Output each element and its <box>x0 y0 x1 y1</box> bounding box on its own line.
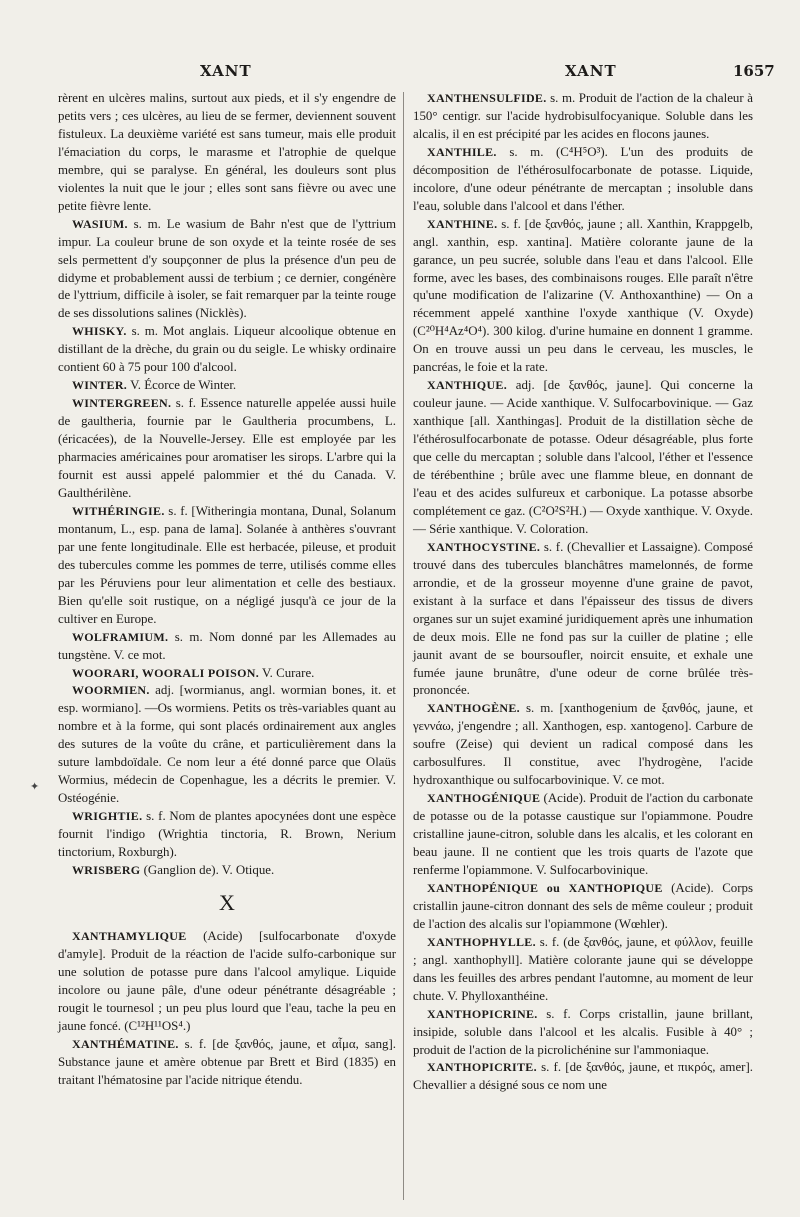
dictionary-entry <box>413 377 753 539</box>
entry-headword: XANTHINE. <box>427 216 498 231</box>
entry-headword: XANTHIQUE. <box>427 378 508 393</box>
dictionary-entry <box>58 323 396 377</box>
left-entries <box>58 90 396 880</box>
left-entries-after <box>58 928 396 1090</box>
entry-definition: s. m. Produit de l'action de la chaleur à 150° centigr. sur l'acide hydrobisulfocyanique. Soluble dans les alcalis, il en est précipité par les acides en flocons jaunes. <box>413 91 753 141</box>
entry-headword: WHISKY. <box>72 324 127 339</box>
entry-definition: s. m. (C⁴H⁵O³). L'un des produits de décomposition de l'éthérosulfocarbonate de potasse. Liquide, incolore, d'une odeur pénétrante de mercaptan ; insoluble dans l'eau, soluble dans l'alcool et dans l'éther. <box>413 144 753 213</box>
entry-definition: V. Écorce de Winter. <box>127 378 237 393</box>
dictionary-entry <box>413 1006 753 1060</box>
entry-headword: WRISBERG <box>72 862 141 877</box>
entry-definition: s. f. (Chevallier et Lassaigne). Composé trouvé dans des tubercules blanchâtres mamelonnés, de forme arrondie, et de la grosseur moyenne d'une graine de pavot, existant à la surface et dans l'épaisseur des tissus de divers organes sur un sujet examiné juridiquement après une inhumation de deux mois. Elle ne fond pas sur la cuiller de platine ; elle jaunit avant de se boursoufler, noircit ensuite, et exhale une fumée jaune brunâtre, d'une odeur de corne brûlée très-prononcée. <box>413 539 753 698</box>
entry-headword: XANTHOGÉNIQUE <box>427 791 541 806</box>
left-column <box>58 90 396 1089</box>
entry-definition: s. m. Mot anglais. Liqueur alcoolique obtenue en distillant de la drèche, du grain ou du seigle. Le whisky ordinaire contient 60 à 75 pour 100 d'alcool. <box>58 324 396 375</box>
entry-definition: rèrent en ulcères malins, surtout aux pieds, et il s'y engendre de petits vers ; ces ulcères, au lieu de se fermer, deviennent souvent fistuleux. La deuxième variété est sans tumeur, mais elle produit l'émaciation du corps, le marasme et l'atrophie de quelque membre, qui se paralyse. En général, les douleurs sont plus violentes la nuit que le jour ; elles sont sans fièvre ou avec une petite fièvre lente. <box>58 91 396 213</box>
dictionary-entry <box>413 90 753 144</box>
right-entries <box>413 90 753 1095</box>
entry-headword: XANTHAMYLIQUE <box>72 928 187 943</box>
dictionary-entry <box>413 880 753 934</box>
entry-headword: WRIGHTIE. <box>72 809 143 824</box>
entry-headword: XANTHOPHYLLE. <box>427 934 536 949</box>
entry-definition: s. f. (de ξανθός, jaune, et φύλλον, feuille ; angl. xanthophyll]. Matière colorante jaune qui se développe dans les feuilles des arbres pendant l'automne, au moment de leur chute. V. Phylloxanthéine. <box>413 934 753 1003</box>
running-head-right: XANT <box>565 62 617 80</box>
entry-headword: WINTERGREEN. <box>72 396 172 411</box>
right-column <box>413 90 753 1095</box>
entry-definition: s. f. Corps cristallin, jaune brillant, insipide, soluble dans l'alcool et les alcalis. Fusible à 40° ; produit de l'action de la picrolichénine sur l'ammoniaque. <box>413 1006 753 1057</box>
entry-headword: WASIUM. <box>72 216 128 231</box>
dictionary-entry <box>58 682 396 808</box>
entry-definition: (Acide). Corps cristallin jaune-citron donnant des sels de même couleur ; produit de l'action des alcalis sur l'opiammone (Wœhler). <box>413 880 753 931</box>
entry-headword: WINTER. <box>72 378 128 393</box>
entry-headword: XANTHENSULFIDE. <box>427 91 547 105</box>
dictionary-entry <box>413 790 753 880</box>
entry-definition: s. m. [xanthogenium de ξανθός, jaune, et γεννάω, j'engendre ; all. Xanthogen, esp. xantogeno]. Carbure de soufre (Zeise) qui devient un radical composé dans les carbosulfures. Il constitue, avec l'hydrogène, l'acide hydroxanthique ou sulfocarbovinique. V. ce mot. <box>413 701 753 788</box>
entry-definition: (Ganglion de). V. Otique. <box>140 862 275 877</box>
entry-definition: (Acide). Produit de l'action du carbonate de potasse ou de la potasse caustique sur l'opiammone. Poudre cristalline jaune-citron, soluble dans les alcalis, et les colorant en beau jaune. Il ne contient que les trois quarts de l'azote que renferme l'opiammone. V. Sulfocarbovinique. <box>413 791 753 877</box>
entry-headword: XANTHOPICRINE. <box>427 1006 538 1021</box>
entry-definition: s. f. [de ξανθός, jaune ; all. Xanthin, Krappgelb, angl. xanthin, esp. xantina]. Matière colorante jaune de la garance, un peu sucrée, soluble dans l'eau et dans l'alcool. Elle forme, avec les bases, des combinaisons rouges. Elle paraît n'être qu'une modification de l'alizarine (V. Anthoxanthine) — On a récemment appelé xanthine l'oxyde xanthique (V. Oxyde) (C²⁰H⁴Az⁴O⁴). 300 kilog. d'urine humaine en donnent 1 gramme. On en trouve aussi un peu dans le cerveau, les muscles, le pancréas, le foie et la rate. <box>413 216 753 375</box>
dictionary-entry <box>413 700 753 790</box>
entry-headword: WITHÉRINGIE. <box>72 503 165 518</box>
dictionary-entry <box>58 928 396 1036</box>
dictionary-entry <box>58 377 396 395</box>
entry-headword: XANTHÉMATINE. <box>72 1036 179 1051</box>
dictionary-entry <box>413 934 753 1006</box>
entry-definition: adj. [de ξανθός, jaune]. Qui concerne la couleur jaune. — Acide xanthique. V. Sulfocarbovinique. — Gaz xanthique [all. Xanthingas]. Produit de la distillation sèche de l'éthérosulfocarbonate de potasse. Odeur désagréable, plus forte que celle du mercaptan ; soluble dans l'alcool, l'éther et l'essence de térébenthine ; brûle avec une flamme bleue, en donnant de l'eau et des acides sulfureux et carbonique. La potasse absorbe complétement ce gaz. (C²O²S²H.) — Oxyde xanthique. V. Oxyde. — Série xanthique. V. Coloration. <box>413 378 753 536</box>
section-letter: X <box>219 889 235 915</box>
entry-definition: s. f. [Witheringia montana, Dunal, Solanum montanum, L., esp. pana de lama]. Solanée à anthères s'ouvrant par une fente longitudinale. Elle est herbacée, pileuse, et produit des tubercules comme les pommes de terre, utilisés comme elles par les Péruviens pour leur alimentation et celle des bestiaux. Bien qu'elle soit rustique, on a négligé jusqu'à ce jour de la cultiver en Europe. <box>58 503 396 626</box>
entry-headword: XANTHOGÈNE. <box>427 701 520 716</box>
page-number: 1657 <box>733 62 775 80</box>
entry-headword: XANTHOCYSTINE. <box>427 539 541 554</box>
page-header <box>0 62 800 84</box>
entry-definition: V. Curare. <box>259 665 315 680</box>
entry-definition: s. f. [de ξανθός, jaune, et πικρός, amer]. Chevallier a désigné sous ce nom une <box>413 1060 753 1093</box>
dictionary-entry <box>58 808 396 862</box>
dictionary-entry <box>58 1036 396 1090</box>
entry-definition: s. f. Nom de plantes apocynées dont une espèce fournit l'indigo (Wrightia tinctoria, R. Brown, Nerium tinctorium, Roxburgh). <box>58 809 396 860</box>
dictionary-entry <box>413 144 753 216</box>
dictionary-entry <box>58 395 396 503</box>
entry-definition: s. m. Le wasium de Bahr n'est que de l'yttrium impur. La couleur brune de son oxyde et la teinte rosée de ses sels permettent d'y soupçonner de plus la présence d'un peu de didyme et probablement aussi de terbium ; ce dernier, congénère de l'yttrium, difficile à isoler, se fait remarquer par la teinte rouge de ses dissolutions salines (Nicklès). <box>58 216 396 321</box>
column-divider <box>403 92 404 1200</box>
dictionary-entry <box>58 90 396 216</box>
entry-headword: XANTHOPÉNIQUE ou XANTHOPIQUE <box>427 880 663 895</box>
dictionary-entry <box>58 862 396 880</box>
dictionary-entry <box>413 216 753 378</box>
entry-headword: XANTHOPICRITE. <box>427 1060 537 1075</box>
entry-definition: s. m. Nom donné par les Allemades au tungstène. V. ce mot. <box>58 629 396 662</box>
entry-headword: WOLFRAMIUM. <box>72 629 169 644</box>
entry-definition: s. f. Essence naturelle appelée aussi huile de gaultheria, fournie par le Gaultheria procumbens, L. (éricacées), de la Nouvelle-Jersey. Elle est employée par les pharmacies américaines pour aromatiser les sirops. L'arbre qui la fournit est aussi appelé palommier et thé du Canada. V. Gaulthérilène. <box>58 396 396 500</box>
entry-headword: XANTHILE. <box>427 144 497 159</box>
dictionary-entry <box>58 216 396 324</box>
dictionary-entry <box>58 665 396 683</box>
entry-definition: (Acide) [sulfocarbonate d'oxyde d'amyle]. Produit de la réaction de l'acide sulfo-carbonique sur une solution de potasse pure dans l'alcool amylique. Liquide incolore ou jaune pâle, d'une odeur pénétrante désagréable ; rougit le tournesol ; un peu plus lourd que l'eau, tache la peu en jaune foncé. (C¹²H¹¹OS⁴.) <box>58 928 396 1033</box>
entry-definition: s. f. [de ξανθός, jaune, et αἷμα, sang]. Substance jaune et amère obtenue par Brett et Bird (1835) en traitant l'hématosine par l'acide nitrique étendu. <box>58 1036 396 1087</box>
entry-definition: adj. [wormianus, angl. wormian bones, it. et esp. wormiano]. —Os wormiens. Petits os très-variables quant au nombre et à la forme, qui sont placés ordinairement aux angles des sutures de la voûte du crâne, et particulièrement dans la suture lambdoïdale. Ce nom leur a été donné parce que Olaüs Wormius, médecin de Copenhague, les a décrits le premier. V. Ostéogénie. <box>58 683 396 806</box>
dictionary-entry <box>58 629 396 665</box>
dictionary-entry <box>413 539 753 701</box>
margin-mark: ✦ <box>30 780 40 793</box>
entry-headword: WOORARI, WOORALI POISON. <box>72 665 260 680</box>
dictionary-entry <box>58 503 396 629</box>
entry-headword: WOORMIEN. <box>72 683 150 698</box>
dictionary-entry <box>413 1059 753 1095</box>
running-head-left: XANT <box>200 62 252 80</box>
